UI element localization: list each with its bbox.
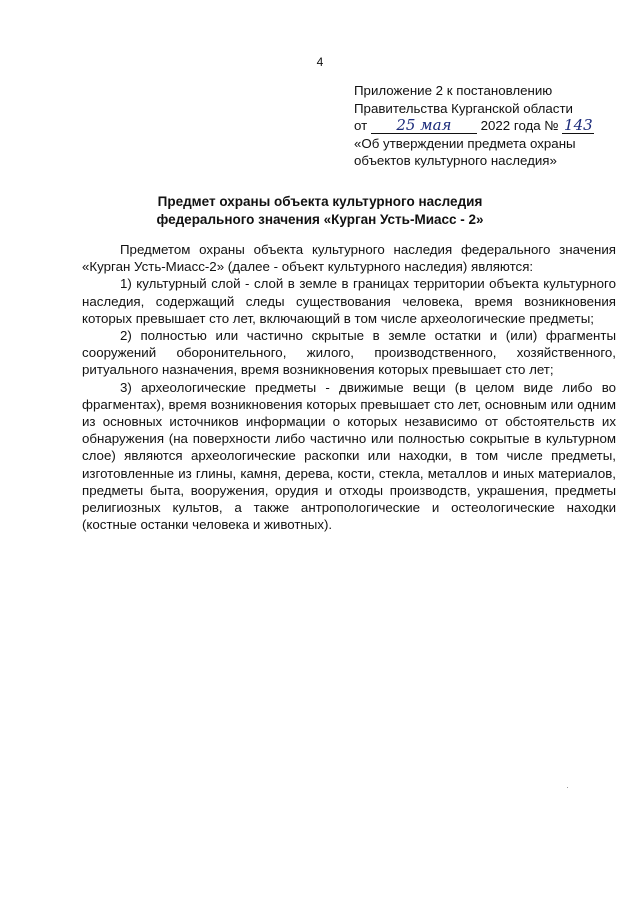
document-title <box>0 193 640 229</box>
title-line-2: федерального значения «Курган Усть-Миасс - 2» <box>156 212 484 227</box>
year-text: 2022 года № <box>480 118 559 133</box>
scan-speck <box>567 787 568 788</box>
annex-subject-line-1: «Об утверждении предмета охраны <box>354 135 576 151</box>
page-number: 4 <box>316 55 324 69</box>
item-3-paragraph: 3) археологические предметы - движимые вещи (в целом виде либо во фрагментах), время возникновения которых превышает сто лет, основным или одним из основных источников информации о которых независимо от обстоятельств их обнаружения (на поверхности либо частично или полностью сокрытые в культурном слое) являются археологические раскопки или находки, в том числе предметы, изготовленные из глины, камня, дерева, кости, стекла, металлов и иных материалов, предметы быта, вооружения, орудия и отходы производств, украшения, предметы религиозных культов, а также антропологические и остеологические находки (костные останки человека и животных). <box>82 379 616 533</box>
handwritten-number <box>562 118 594 134</box>
handwritten-date <box>371 118 477 134</box>
item-2-paragraph: 2) полностью или частично скрытые в земле остатки и (или) фрагменты сооружений оборонительного, жилого, производственного, хозяйственного, ритуального назначения, время возникновения которых превышает сто лет; <box>82 328 616 378</box>
annex-line-1: Приложение 2 к постановлению <box>354 83 553 98</box>
annex-date-line <box>354 117 624 135</box>
title-line-1: Предмет охраны объекта культурного наследия <box>157 194 483 209</box>
handwritten-number-text: 143 <box>564 116 593 134</box>
intro-paragraph: Предметом охраны объекта культурного наследия федерального значения «Курган Усть-Миасс-2» (далее - объект культурного наследия) являются: <box>82 242 616 275</box>
handwritten-date-text: 25 мая <box>396 116 452 134</box>
item-1-paragraph: 1) культурный слой - слой в земле в границах территории объекта культурного наследия, содержащий следы существования человека, время возникновения которых превышает сто лет, включающий в том числе археологические предметы; <box>82 276 616 326</box>
body-text <box>82 241 616 533</box>
annex-subject-line-2: объектов культурного наследия» <box>354 153 557 168</box>
date-from-label: от <box>354 118 368 133</box>
annex-line-2: Правительства Курганской области <box>354 100 573 116</box>
annex-block <box>354 82 624 170</box>
